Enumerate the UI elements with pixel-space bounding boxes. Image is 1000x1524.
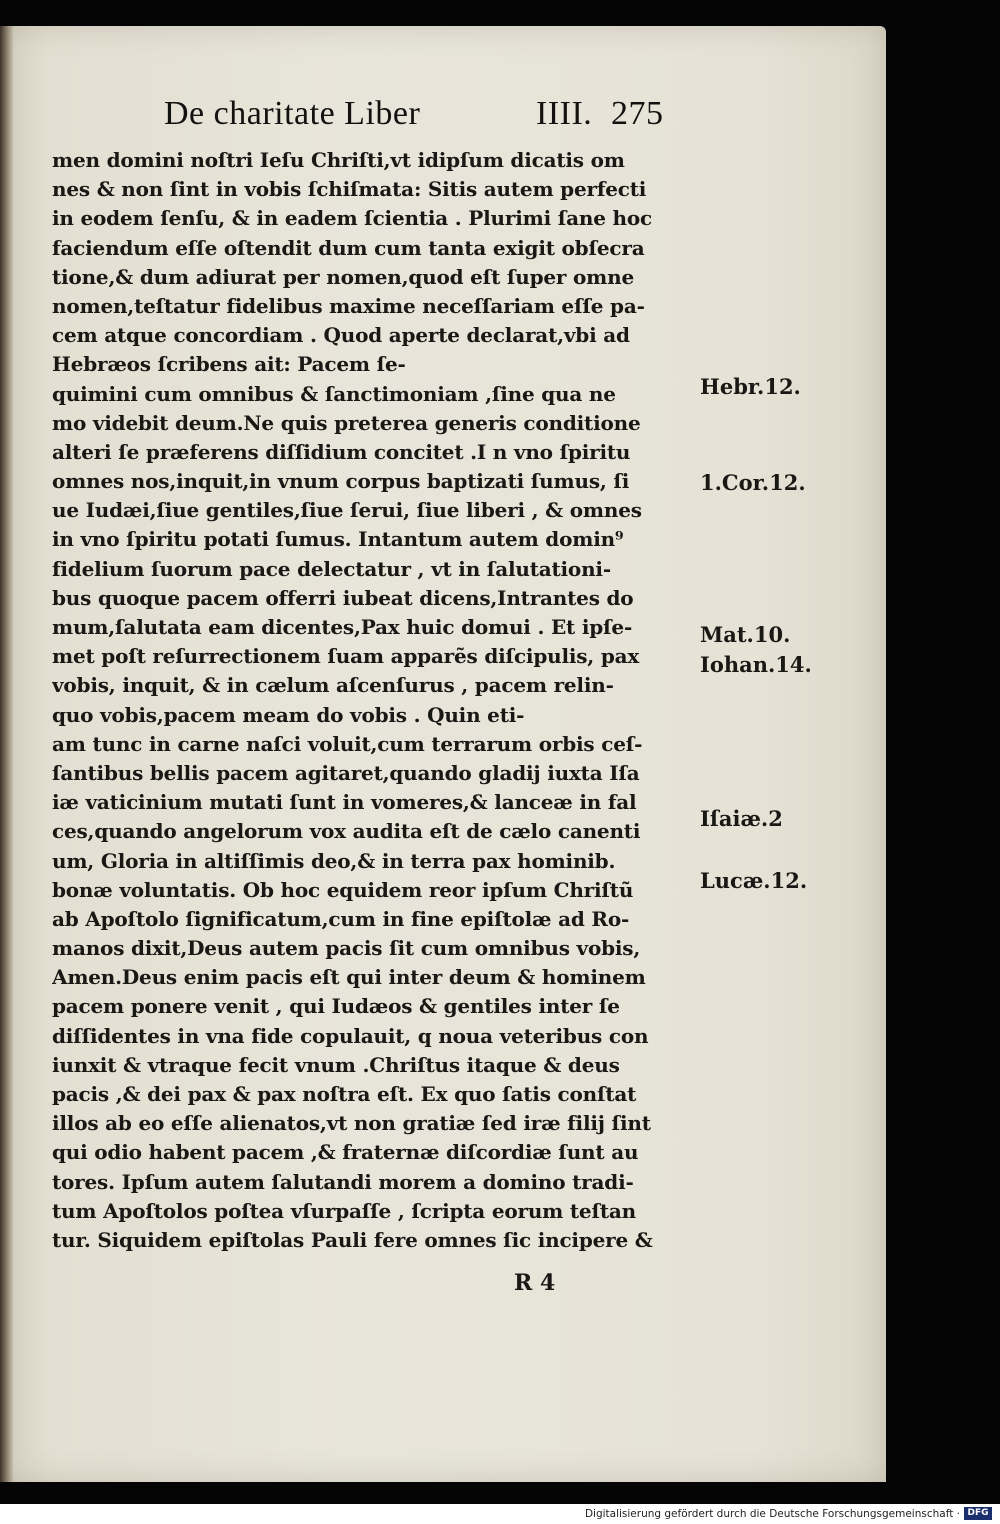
text-line: manos dixit,Deus autem pacis ſit cum omnibus vobis, <box>52 936 641 961</box>
margin-note-isaiae: Iſaiæ.2 <box>700 806 783 831</box>
text-line: men domini noſtri Ieſu Chriſti,vt idipſum dicatis om <box>52 148 625 172</box>
footer-credit: Digitalisierung gefördert durch die Deutsche Forschungsgemeinschaft · <box>584 1508 960 1520</box>
text-line: ab Apoſtolo ſignificatum,cum in fine epiſtolæ ad Ro- <box>52 906 630 931</box>
body-text <box>52 146 692 1255</box>
margin-note-lucae: Lucæ.12. <box>700 868 808 893</box>
text-line: quimini cum omnibus & ſanctimoniam ,ſine qua ne <box>52 381 616 406</box>
header-book-number: IIII. <box>536 95 593 132</box>
text-line: diſſidentes in vna fide copulauit, q noua veteribus con <box>52 1023 649 1048</box>
text-line: um, Gloria in altiſſimis deo,& in terra pax hominib. <box>52 848 616 873</box>
text-line: nes & non ſint in vobis ſchiſmata: Sitis autem perfecti <box>52 177 647 202</box>
text-line: quo vobis,pacem meam do vobis . Quin eti- <box>52 702 525 727</box>
text-line: pacem ponere venit , qui Iudæos & gentiles inter ſe <box>52 994 620 1019</box>
text-line: faciendum eſſe oſtendit dum cum tanta exigit obſecra <box>52 235 645 260</box>
page-gutter-shadow <box>0 26 14 1482</box>
text-line: fidelium ſuorum pace delectatur , vt in ſalutationi- <box>52 556 611 581</box>
header-title: De charitate Liber <box>164 95 421 132</box>
text-line: iunxit & vtraque fecit vnum .Chriſtus itaque & deus <box>52 1052 620 1077</box>
text-line: mum,ſalutata eam dicentes,Pax huic domui . Et ipſe- <box>52 615 633 639</box>
margin-note-hebr: Hebr.12. <box>700 374 801 399</box>
text-line: vobis, inquit, & in cælum aſcenſurus , pacem relin- <box>52 673 614 698</box>
text-line: ces,quando angelorum vox audita eſt de cælo canenti <box>52 819 641 844</box>
text-line: alteri ſe præferens diſſidium concitet .I n vno ſpiritu <box>52 439 631 464</box>
text-line: tores. Ipſum autem ſalutandi morem a domino tradi- <box>52 1169 634 1194</box>
text-line: tur. Siquidem epiſtolas Pauli fere omnes ſic incipere & <box>52 1227 653 1252</box>
text-line: illos ab eo eſſe alienatos,vt non gratiæ ſed iræ filij ſint <box>52 1111 651 1136</box>
margin-note-mat: Mat.10. <box>700 622 791 647</box>
margin-note-cor: 1.Cor.12. <box>700 470 806 495</box>
text-line: am tunc in carne naſci voluit,cum terrarum orbis ceſ- <box>52 731 643 756</box>
text-line: in vno ſpiritu potati ſumus. Intantum autem domin⁹ <box>52 527 624 552</box>
margin-note-iohan: Iohan.14. <box>700 652 812 677</box>
text-line: bonæ voluntatis. Ob hoc equidem reor ipſum Chriſtũ <box>52 877 634 902</box>
text-line: tione,& dum adiurat per nomen,quod eſt ſuper omne <box>52 264 634 289</box>
text-line: in eodem ſenſu, & in eadem ſcientia . Plurimi ſane hoc <box>52 206 652 231</box>
text-line: met poſt reſurrectionem ſuam apparẽs diſcipulis, pax <box>52 644 640 669</box>
text-line: qui odio habent pacem ,& fraternæ diſcordiæ ſunt au <box>52 1140 639 1165</box>
text-line: ue Iudæi,ſiue gentiles,ſiue ſerui, ſiue liberi , & omnes <box>52 498 642 523</box>
text-line: omnes nos,inquit,in vnum corpus baptizati ſumus, ſi <box>52 469 630 494</box>
signature-mark: R 4 <box>514 1270 556 1296</box>
page-number: 275 <box>611 95 664 132</box>
text-line: iæ vaticinium mutati ſunt in vomeres,& lanceæ in fal <box>52 790 637 815</box>
text-line: cem atque concordiam . Quod aperte declarat,vbi ad <box>52 323 630 348</box>
text-line: mo videbit deum.Ne quis preterea generis conditione <box>52 410 641 435</box>
text-line: Amen.Deus enim pacis eſt qui inter deum & hominem <box>52 965 646 990</box>
text-line: tum Apoſtolos poſtea vſurpaſſe , ſcripta eorum teſtan <box>52 1198 636 1223</box>
text-line: bus quoque pacem offerri iubeat dicens,Intrantes do <box>52 585 634 610</box>
text-line: ſantibus bellis pacem agitaret,quando gladij iuxta Iſa <box>52 760 640 785</box>
dfg-logo-icon: DFG <box>964 1507 992 1520</box>
text-line: Hebræos ſcribens ait: Pacem ſe- <box>52 352 406 377</box>
text-line: nomen,teſtatur fidelibus maxime neceſſariam eſſe pa- <box>52 293 645 318</box>
text-line: pacis ,& dei pax & pax noſtra eſt. Ex quo ſatis conſtat <box>52 1082 637 1106</box>
